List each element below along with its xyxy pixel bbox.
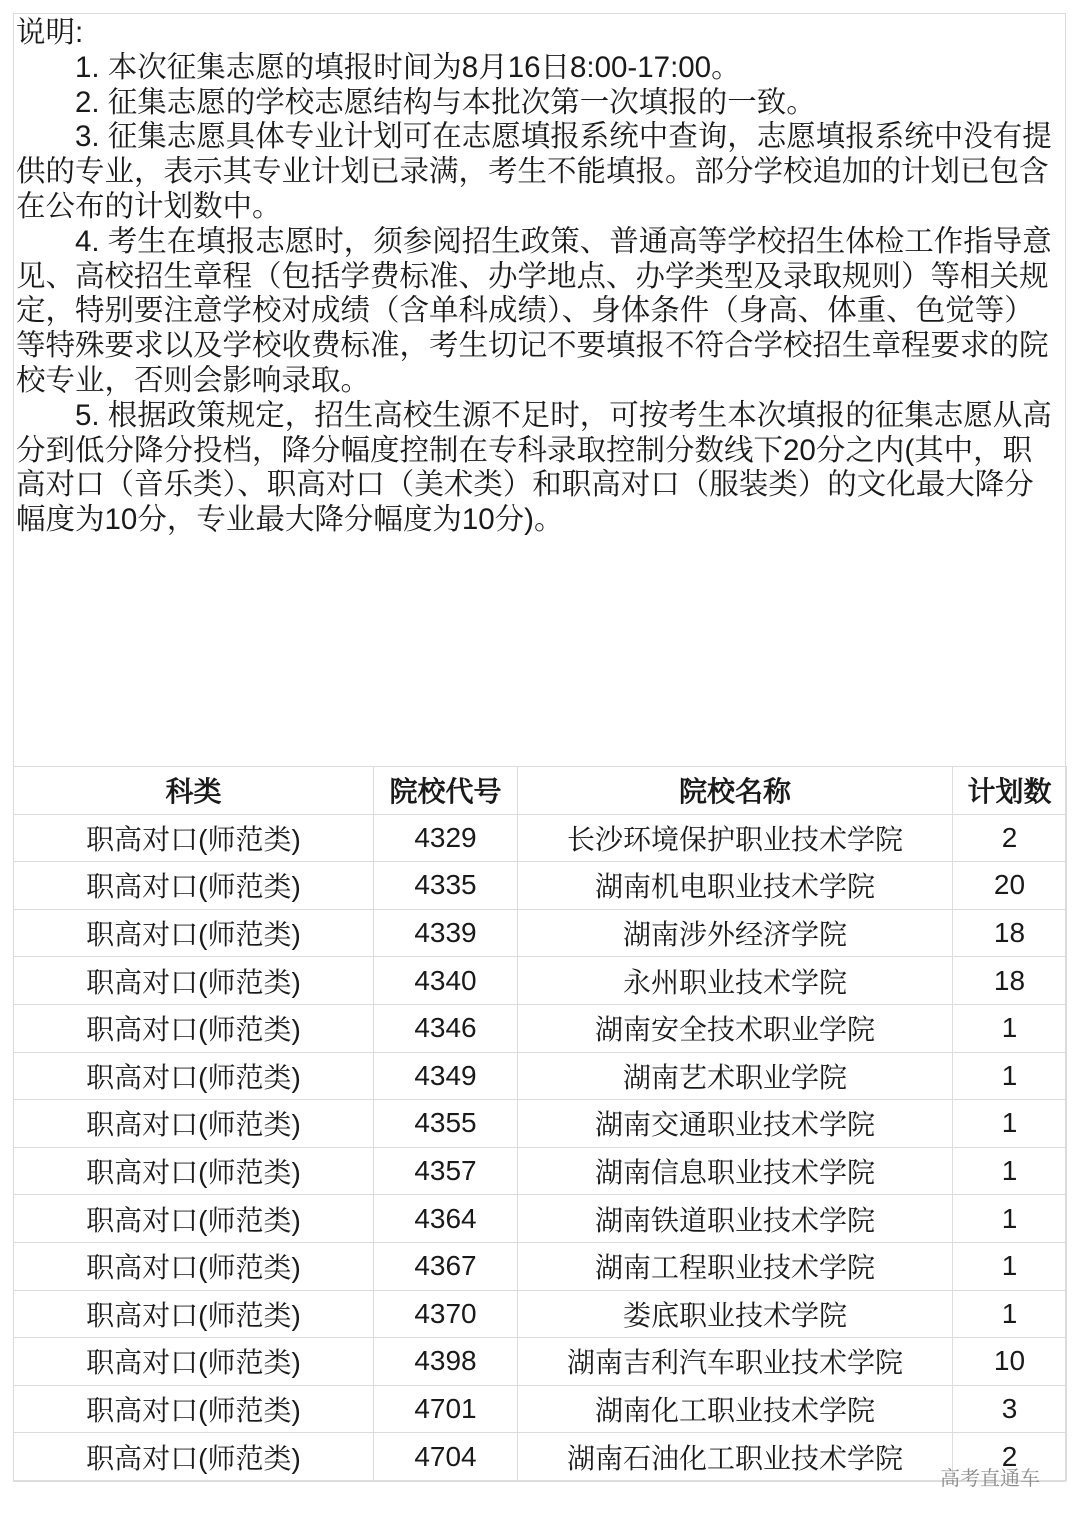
table-row xyxy=(14,862,1067,910)
cell-category: 职高对口(师范类) xyxy=(14,1385,374,1433)
note-item: 4. 考生在填报志愿时，须参阅招生政策、普通高等学校招生体检工作指导意见、高校招生章程（包括学费标准、办学地点、办学类型及录取规则）等相关规定，特别要注意学校对成绩（含单科成绩）、身体条件（身高、体重、色觉等）等特殊要求以及学校收费标准，考生切记不要填报不符合学校招生章程要求的院校专业，否则会影响录取。 xyxy=(16,224,1052,397)
cell-plan-count: 1 xyxy=(953,1052,1067,1100)
cell-category: 职高对口(师范类) xyxy=(14,862,374,910)
cell-plan-count: 10 xyxy=(953,1338,1067,1386)
cell-school-code: 4335 xyxy=(374,862,518,910)
cell-school-name: 湖南铁道职业技术学院 xyxy=(518,1195,953,1243)
cell-category: 职高对口(师范类) xyxy=(14,1004,374,1052)
cell-school-code: 4398 xyxy=(374,1338,518,1386)
plan-table xyxy=(13,766,1067,1481)
notes-section xyxy=(14,14,1067,766)
note-item: 5. 根据政策规定，招生高校生源不足时，可按考生本次填报的征集志愿从高分到低分降分投档，降分幅度控制在专科录取控制分数线下20分之内(其中，职高对口（音乐类）、职高对口（美术类）和职高对口（服装类）的文化最大降分幅度为10分，专业最大降分幅度为10分)。 xyxy=(16,398,1052,537)
table-row xyxy=(14,1338,1067,1386)
table-row xyxy=(14,1147,1067,1195)
cell-plan-count: 2 xyxy=(953,814,1067,862)
table-row xyxy=(14,1052,1067,1100)
cell-school-name: 湖南石油化工职业技术学院 xyxy=(518,1433,953,1481)
cell-school-name: 湖南机电职业技术学院 xyxy=(518,862,953,910)
cell-plan-count: 1 xyxy=(953,1290,1067,1338)
table-row xyxy=(14,1290,1067,1338)
cell-school-code: 4346 xyxy=(374,1004,518,1052)
cell-category: 职高对口(师范类) xyxy=(14,1052,374,1100)
cell-school-code: 4364 xyxy=(374,1195,518,1243)
cell-plan-count: 2 xyxy=(953,1433,1067,1481)
cell-school-name: 湖南信息职业技术学院 xyxy=(518,1147,953,1195)
cell-school-code: 4339 xyxy=(374,909,518,957)
table-row xyxy=(14,1195,1067,1243)
cell-school-code: 4349 xyxy=(374,1052,518,1100)
cell-school-name: 湖南化工职业技术学院 xyxy=(518,1385,953,1433)
header-school-name: 院校名称 xyxy=(518,767,953,815)
cell-category: 职高对口(师范类) xyxy=(14,814,374,862)
cell-school-code: 4701 xyxy=(374,1385,518,1433)
header-plan-count: 计划数 xyxy=(953,767,1067,815)
table-row xyxy=(14,1385,1067,1433)
table-row xyxy=(14,909,1067,957)
cell-plan-count: 1 xyxy=(953,1195,1067,1243)
cell-school-name: 湖南安全技术职业学院 xyxy=(518,1004,953,1052)
cell-school-name: 湖南吉利汽车职业技术学院 xyxy=(518,1338,953,1386)
cell-school-name: 湖南涉外经济学院 xyxy=(518,909,953,957)
note-item: 3. 征集志愿具体专业计划可在志愿填报系统中查询，志愿填报系统中没有提供的专业，表示其专业计划已录满，考生不能填报。部分学校追加的计划已包含在公布的计划数中。 xyxy=(16,120,1052,223)
table-row xyxy=(14,1100,1067,1148)
cell-plan-count: 20 xyxy=(953,862,1067,910)
notes-title: 说明: xyxy=(16,16,84,49)
cell-plan-count: 1 xyxy=(953,1147,1067,1195)
note-item: 1. 本次征集志愿的填报时间为8月16日8:00-17:00。 xyxy=(75,50,741,84)
cell-school-code: 4704 xyxy=(374,1433,518,1481)
table-row xyxy=(14,814,1067,862)
cell-school-name: 长沙环境保护职业技术学院 xyxy=(518,814,953,862)
cell-school-code: 4329 xyxy=(374,814,518,862)
cell-category: 职高对口(师范类) xyxy=(14,1242,374,1290)
cell-plan-count: 1 xyxy=(953,1100,1067,1148)
watermark: 高考直通车 xyxy=(940,1468,1040,1490)
table-row xyxy=(14,1242,1067,1290)
cell-school-name: 湖南交通职业技术学院 xyxy=(518,1100,953,1148)
cell-plan-count: 18 xyxy=(953,909,1067,957)
cell-category: 职高对口(师范类) xyxy=(14,909,374,957)
cell-school-code: 4357 xyxy=(374,1147,518,1195)
cell-plan-count: 3 xyxy=(953,1385,1067,1433)
document-frame xyxy=(13,13,1066,1482)
cell-category: 职高对口(师范类) xyxy=(14,1195,374,1243)
table-row xyxy=(14,1433,1067,1481)
header-category: 科类 xyxy=(14,767,374,815)
cell-school-code: 4340 xyxy=(374,957,518,1005)
header-school-code: 院校代号 xyxy=(374,767,518,815)
table-row xyxy=(14,957,1067,1005)
cell-category: 职高对口(师范类) xyxy=(14,1338,374,1386)
cell-category: 职高对口(师范类) xyxy=(14,1433,374,1481)
note-item: 2. 征集志愿的学校志愿结构与本批次第一次填报的一致。 xyxy=(75,85,816,119)
cell-plan-count: 1 xyxy=(953,1242,1067,1290)
cell-school-name: 永州职业技术学院 xyxy=(518,957,953,1005)
cell-school-code: 4355 xyxy=(374,1100,518,1148)
cell-category: 职高对口(师范类) xyxy=(14,1147,374,1195)
cell-plan-count: 18 xyxy=(953,957,1067,1005)
cell-school-name: 湖南艺术职业学院 xyxy=(518,1052,953,1100)
cell-school-code: 4367 xyxy=(374,1242,518,1290)
cell-school-code: 4370 xyxy=(374,1290,518,1338)
cell-category: 职高对口(师范类) xyxy=(14,1100,374,1148)
cell-plan-count: 1 xyxy=(953,1004,1067,1052)
cell-category: 职高对口(师范类) xyxy=(14,957,374,1005)
cell-school-name: 湖南工程职业技术学院 xyxy=(518,1242,953,1290)
cell-school-name: 娄底职业技术学院 xyxy=(518,1290,953,1338)
table-header-row xyxy=(14,767,1067,815)
table-row xyxy=(14,1004,1067,1052)
cell-category: 职高对口(师范类) xyxy=(14,1290,374,1338)
